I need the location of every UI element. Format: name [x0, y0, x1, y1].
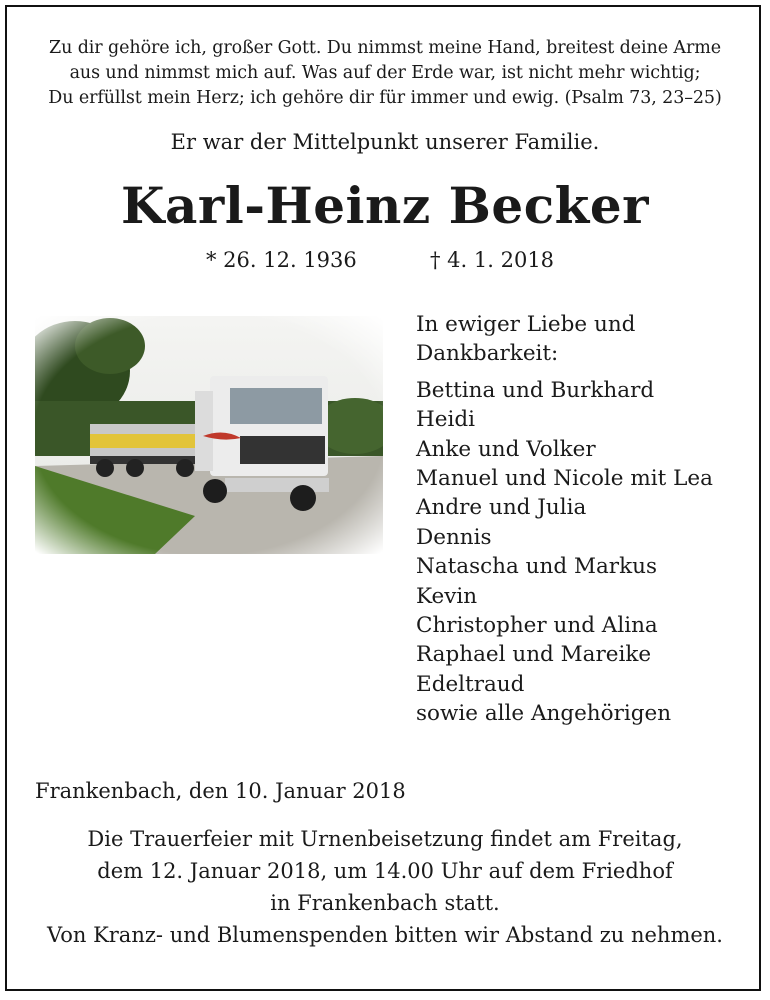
funeral-line: Von Kranz- und Blumenspenden bitten wir Abstand zu nehmen.	[47, 923, 723, 947]
family-member: Raphael und Mareike	[416, 642, 652, 668]
family-member: Dennis	[416, 524, 492, 550]
psalm-line: Du erfüllst mein Herz; ich gehöre dir für immer und ewig. (Psalm 73, 23–25)	[48, 88, 722, 108]
family-intro	[416, 310, 756, 369]
funeral-line: dem 12. Januar 2018, um 14.00 Uhr auf dem Friedhof	[97, 859, 673, 883]
family-member: Bettina und Burkhard	[416, 377, 655, 403]
family-member: sowie alle Angehörigen	[416, 701, 672, 727]
truck-photo	[35, 316, 383, 554]
family-member: Natascha und Markus	[416, 554, 657, 580]
family-member: Christopher und Alina	[416, 613, 658, 639]
psalm-quote	[20, 36, 750, 111]
family-member: Edeltraud	[416, 671, 525, 697]
tagline: Er war der Mittelpunkt unserer Familie.	[170, 130, 600, 154]
funeral-line: in Frankenbach statt.	[270, 891, 500, 915]
place-date: Frankenbach, den 10. Januar 2018	[35, 779, 406, 803]
psalm-line: Zu dir gehöre ich, großer Gott. Du nimmst meine Hand, breitest deine Arme	[49, 38, 721, 58]
intro-line: Dankbarkeit:	[416, 341, 559, 367]
family-member: Andre und Julia	[416, 495, 587, 521]
family-list	[416, 310, 756, 729]
deceased-name: Karl-Heinz Becker	[121, 176, 649, 235]
birth-date: * 26. 12. 1936	[206, 248, 357, 272]
family-member: Manuel und Nicole mit Lea	[416, 466, 713, 492]
death-date: † 4. 1. 2018	[430, 248, 555, 272]
psalm-line: aus und nimmst mich auf. Was auf der Erde war, ist nicht mehr wichtig;	[69, 63, 701, 83]
funeral-info	[0, 823, 770, 951]
family-member: Kevin	[416, 583, 478, 609]
funeral-line: Die Trauerfeier mit Urnenbeisetzung findet am Freitag,	[87, 827, 683, 851]
family-member: Heidi	[416, 407, 475, 433]
family-member: Anke und Volker	[416, 436, 596, 462]
intro-line: In ewiger Liebe und	[416, 312, 636, 337]
